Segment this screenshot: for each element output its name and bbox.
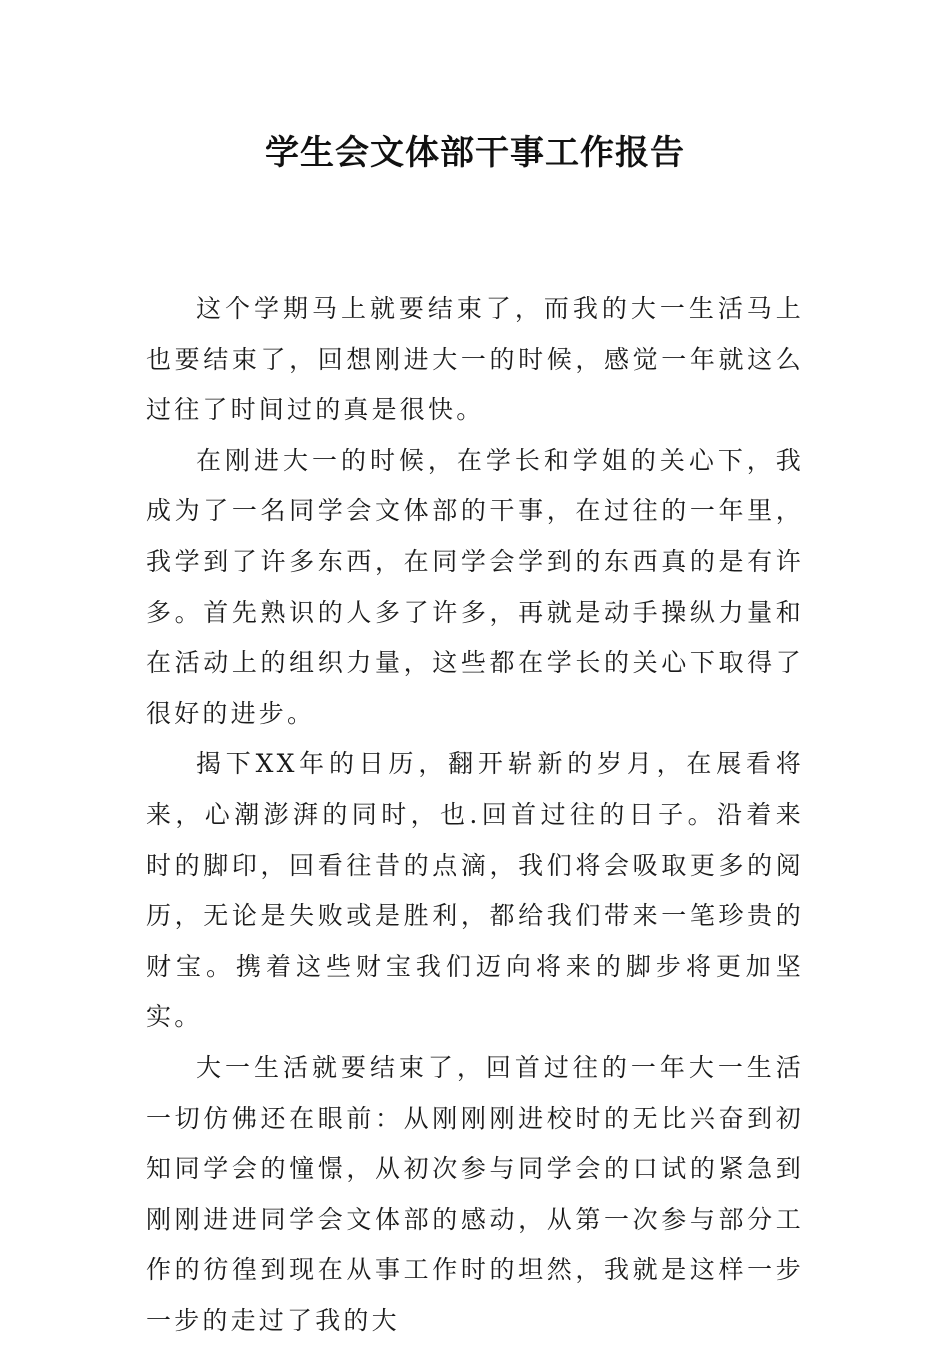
paragraph-2: 在刚进大一的时候，在学长和学姐的关心下，我成为了一名同学会文体部的干事，在过往的一年里，我学到了许多东西，在同学会学到的东西真的是有许多。首先熟识的人多了许多，再就是动手操纵力量和在活动上的组织力量，这些都在学长的关心下取得了很好的进步。 — [146, 445, 804, 728]
paragraph-1: 这个学期马上就要结束了，而我的大一生活马上也要结束了，回想刚进大一的时候，感觉一年就这么过往了时间过的真是很快。 — [146, 294, 804, 425]
document-title: 学生会文体部干事工作报告 — [265, 133, 685, 173]
paragraph-4: 大一生活就要结束了，回首过往的一年大一生活一切仿佛还在眼前：从刚刚刚进校时的无比兴奋到初知同学会的憧憬，从初次参与同学会的口试的紧急到刚刚进进同学会文体部的感动，从第一次参与部分工作的彷徨到现在从事工作时的坦然，我就是这样一步一步的走过了我的大 — [146, 1052, 804, 1335]
document-body — [146, 284, 804, 1346]
paragraph-3: 揭下XX年的日历，翻开崭新的岁月，在展看将来，心潮澎湃的同时，也.回首过往的日子。沿着来时的脚印，回看往昔的点滴，我们将会吸取更多的阅历，无论是失败或是胜利，都给我们带来一笔珍贵的财宝。携着这些财宝我们迈向将来的脚步将更加坚实。 — [146, 749, 804, 1032]
